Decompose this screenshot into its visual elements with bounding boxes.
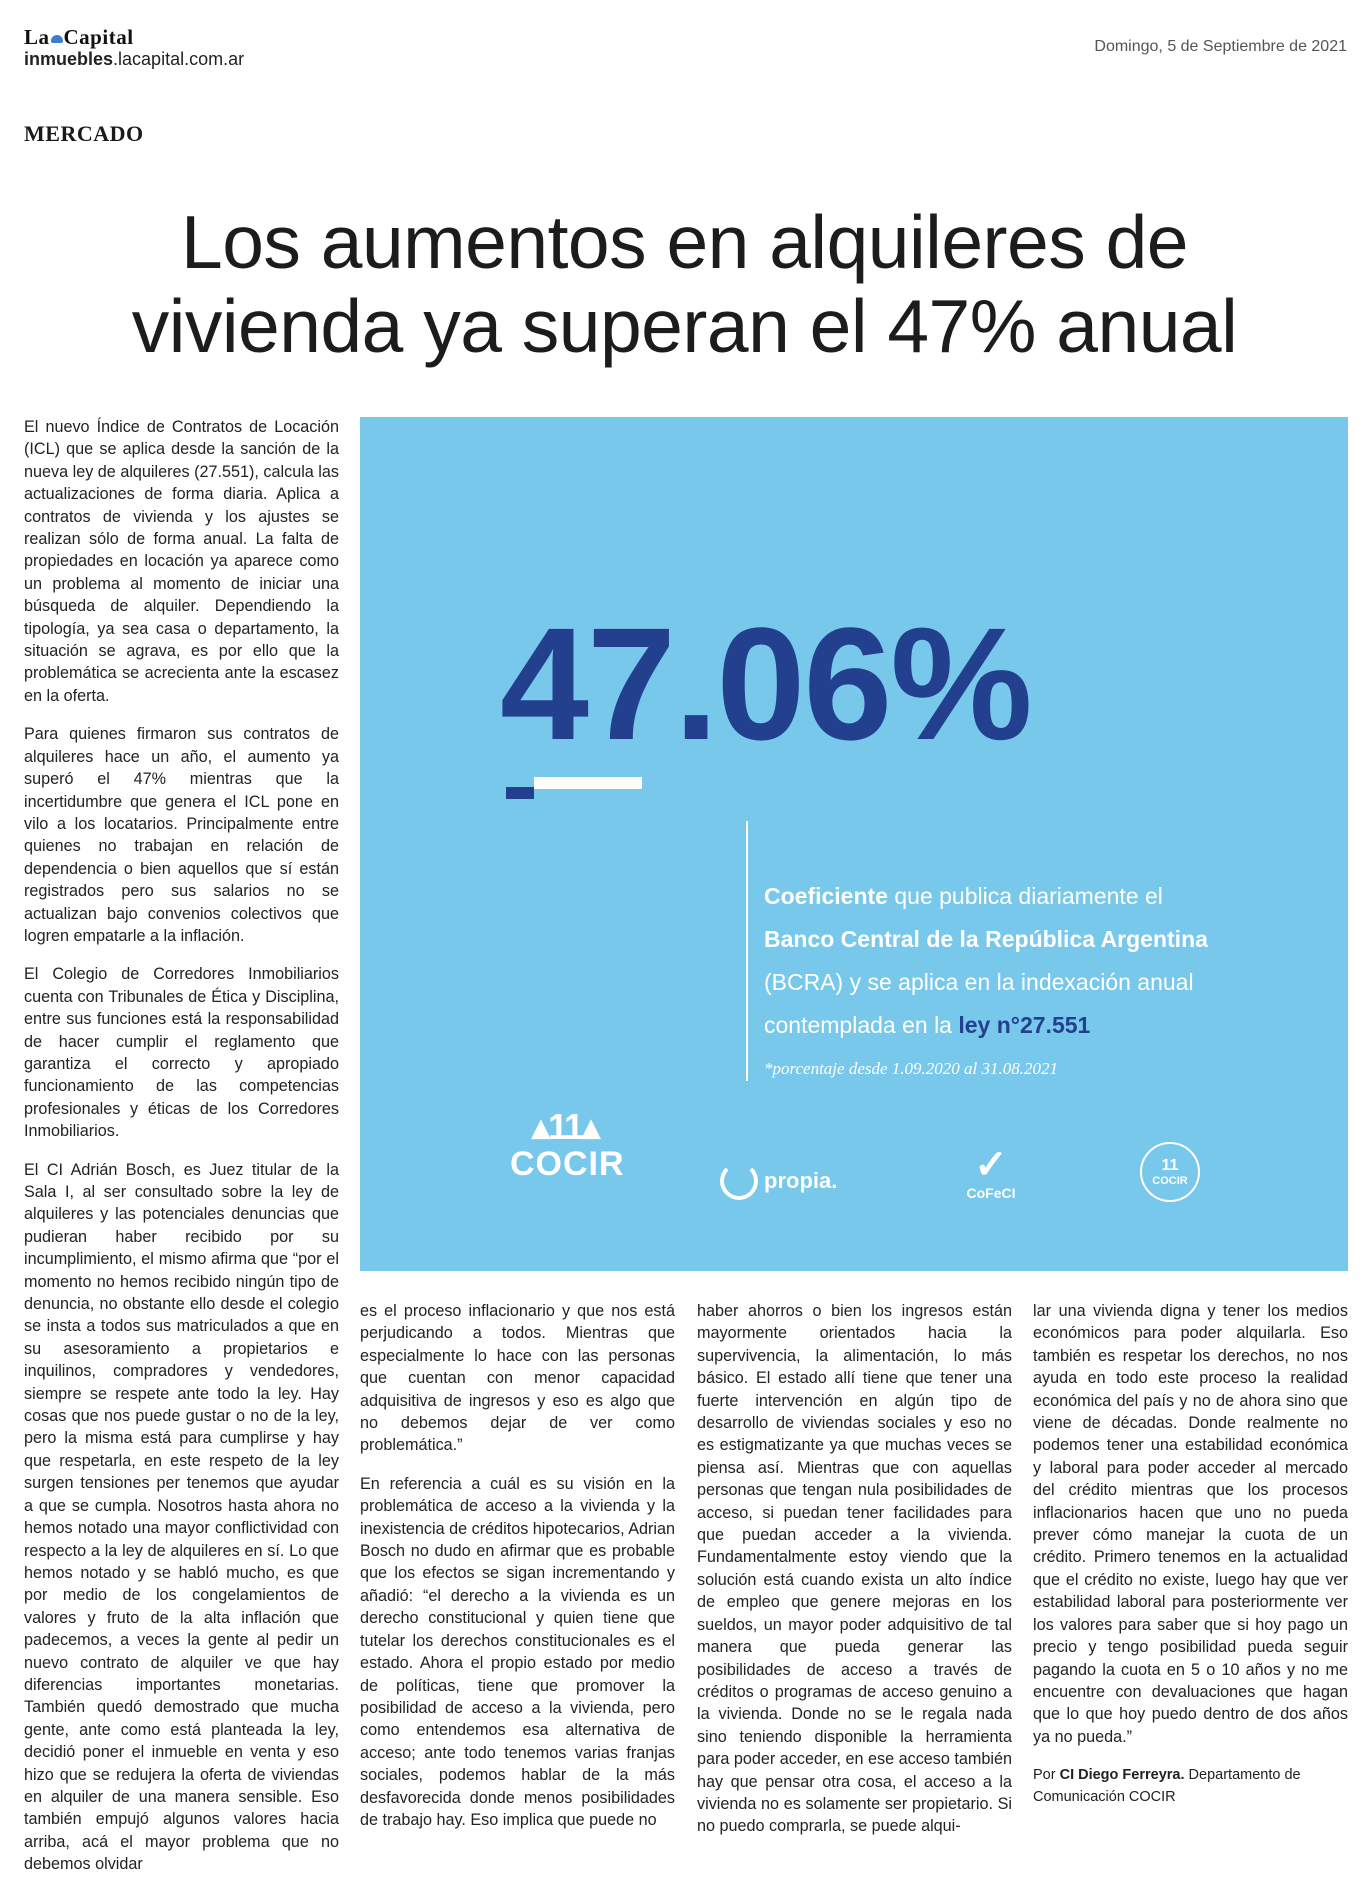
headline-line-1: Los aumentos en alquileres de (180, 200, 1188, 284)
publication-date: Domingo, 5 de Septiembre de 2021 (1094, 38, 1347, 55)
headline (0, 200, 1369, 368)
paragraph: El Colegio de Corredores Inmobiliarios cuenta con Tribunales de Ética y Disciplina, entre sus funciones está la responsabilidad de hacer cumplir el reglamento que garantiza el correcto y apropiado funcionamiento de las competencias profesionales y éticas de los Corredores Inmobiliarios. (24, 965, 339, 1141)
underline-accent (506, 787, 534, 799)
byline: Por CI Diego Ferreyra. Departamento de Comunicación COCIR (1033, 1767, 1301, 1806)
paragraph: lar una vivienda digna y tener los medios económicos para poder alquilarla. Eso también es respetar los derechos, no nos ayuda en todo este proceso la realidad económica del país y no de ahora sino que viene de décadas. Donde realmente no podemos tener una estabilidad económica y laboral para poder acceder al mercado del crédito mientras que los procesos inflacionarios hacen que uno no pueda prever cómo manejar la cuota de un crédito. Primero tenemos en la actualidad que el crédito no existe, luego hay que ver estabilidad laboral para posteriormente ver los valores para saber que si hoy pago un precio y tengo posibilidad pueda seguir pagando la cuota en 5 o 10 años y no me encuentre con devaluaciones que hagan que lo que hoy puedo dentro de dos años ya no pueda.” (1033, 1302, 1348, 1746)
checkmark-icon: ✓ (974, 1143, 1008, 1187)
cocir-logo: ▴11▴ COCIR (510, 1106, 625, 1183)
infographic-box (360, 417, 1348, 1271)
propia-ring-icon (720, 1162, 758, 1200)
article-column-4 (1033, 1300, 1348, 1824)
article-column-2 (360, 1300, 675, 1847)
logo-dot-icon (51, 35, 63, 43)
masthead (24, 26, 244, 70)
section-label: MERCADO (24, 121, 144, 146)
paragraph: Para quienes firmaron sus contratos de alquileres hace un año, el aumento ya superó el 47% mientras que la incertidumbre que genera el ICL pone en vilo a los locatarios. Principalmente entre quienes no trabajan en relación de dependencia o bien aquellos que sí están registrados pero sus salarios no se actualizan bajo convenios colectivos que logren empatarle a la inflación. (24, 725, 339, 945)
percentage-footnote: *porcentaje desde 1.09.2020 al 31.08.2021 (764, 1059, 1058, 1078)
coefficient-description: Coeficiente que publica diariamente el Banco Central de la República Argentina (BCRA) y se aplica en la indexación anual contemplada en la ley n°27.551 (764, 883, 1208, 1038)
mediation-institute-seal: 11 COCIR (1140, 1142, 1200, 1202)
percentage-figure: 47.06% (500, 594, 1031, 773)
propia-logo: propia. (720, 1162, 837, 1200)
paragraph: En referencia a cuál es su visión en la problemática de acceso a la vivienda y la inexistencia de créditos hipotecarios, Adrian Bosch no dudo en afirmar que es probable que los efectos se sigan incrementando y añadió: “el derecho a la vivienda es un derecho constitucional y quien tiene que tutelar los derechos constitucionales es el estado. Ahora el propio estado por medio de políticas, tiene que promover la posibilidad de acceso a la vivienda, pero como entendemos esa alternativa de acceso; ante todo tenemos varias franjas sociales, podemos hablar de la más desfavorecida donde menos posibilidades de trabajo hay. Eso implica que puede no (360, 1474, 675, 1829)
paragraph: El nuevo Índice de Contratos de Locación (ICL) que se aplica desde la sanción de la nueva ley de alquileres (27.551), calcula las actualizaciones de forma diaria. Aplica a contratos de vivienda y los ajustes se realizan sólo de forma anual. La falta de propiedades en locación ya aparece como un problema al momento de iniciar una búsqueda de alquiler. Dependiendo la tipología, ya sea casa o departamento, la situación se agrava, es por ello que la problemática se acrecienta ante la escasez en la oferta. (24, 418, 339, 705)
article-column-1 (24, 416, 339, 1892)
newspaper-logo[interactable]: La Capital (24, 25, 134, 49)
site-url[interactable]: inmuebles.lacapital.com.ar (24, 49, 245, 69)
headline-line-2: vivienda ya superan el 47% anual (131, 284, 1238, 368)
vertical-divider (746, 821, 748, 1081)
paragraph: haber ahorros o bien los ingresos están mayormente orientados hacia la supervivencia, la alimentación, lo más básico. El estado allí tiene que tener una fuerte intervención en algún tipo de desarrollo de viviendas sociales y eso no es estigmatizante ya que muchas veces se piensa así. Mientras que con aquellas personas que tengan nula posibilidades de acceso, si puedan tener facilidades para que puedan acceder a la vivienda. Fundamentalmente estoy viendo que la solución está cuando exista un alto índice de empleo que genere mejoras en los sueldos, un mayor poder adquisitivo de tal manera que pueda generar las posibilidades de acceso a través de créditos o programas de acceso genuino a la vivienda. Donde no se le regala nada sino teniendo disponible la herramienta para poder acceder, en ese acceso también hay que pensar otra cosa, el acceso a la vivienda no es solamente ser propietario. Si no puedo comprarla, se puede alqui- (697, 1302, 1012, 1836)
article-column-3 (697, 1300, 1012, 1854)
paragraph: es el proceso inflacionario y que nos está perjudicando a todos. Mientras que especialmente lo hace con las personas que cuentan con menor capacidad adquisitiva de ingresos y eso es algo que no debemos dejar de ver como problemática.” (360, 1302, 675, 1455)
cofeci-logo: ✓ CoFeCI (956, 1145, 1026, 1201)
crown-icon: ▴11▴ (531, 1106, 599, 1147)
underline-bar (534, 777, 642, 789)
seal-emblem-icon: 11 (1161, 1157, 1179, 1174)
paragraph: El CI Adrián Bosch, es Juez titular de la Sala I, al ser consultado sobre la ley de alquileres y las potenciales denuncias que pudieran haber recibido por su incumplimiento, el mismo afirma que “por el momento no hemos recibido ningún tipo de denuncia, no obstante ello desde el colegio se insta a todos sus matriculados a que en su asesoramiento a propietarios e inquilinos, compradores y vendedores, siempre se respete ante todo la ley. Hay cosas que nos puede gustar o no de la ley, pero la misma está para cumplirse y hay que respetarla, en este respeto de la ley surgen tensiones per tenemos que ayudar a que se cumpla. Nosotros hasta ahora no hemos notado una mayor conflictividad con respecto a la ley de alquileres en sí. Lo que hemos notado y se habló mucho, es que por medio de los congelamientos de valores y fruto de la alta inflación que padecemos, a veces la gente al pedir un nuevo contrato de alquiler ve que hay diferencias importantes monetarias. También quedó demostrado que mucha gente, ante como está planteada la ley, decidió poner el inmueble en venta y eso hizo que se redujera la oferta de viviendas en alquiler de una manera sensible. Eso también empujó algunos valores hacia arriba, acá el mayor problema que no debemos olvidar (24, 1160, 339, 1874)
